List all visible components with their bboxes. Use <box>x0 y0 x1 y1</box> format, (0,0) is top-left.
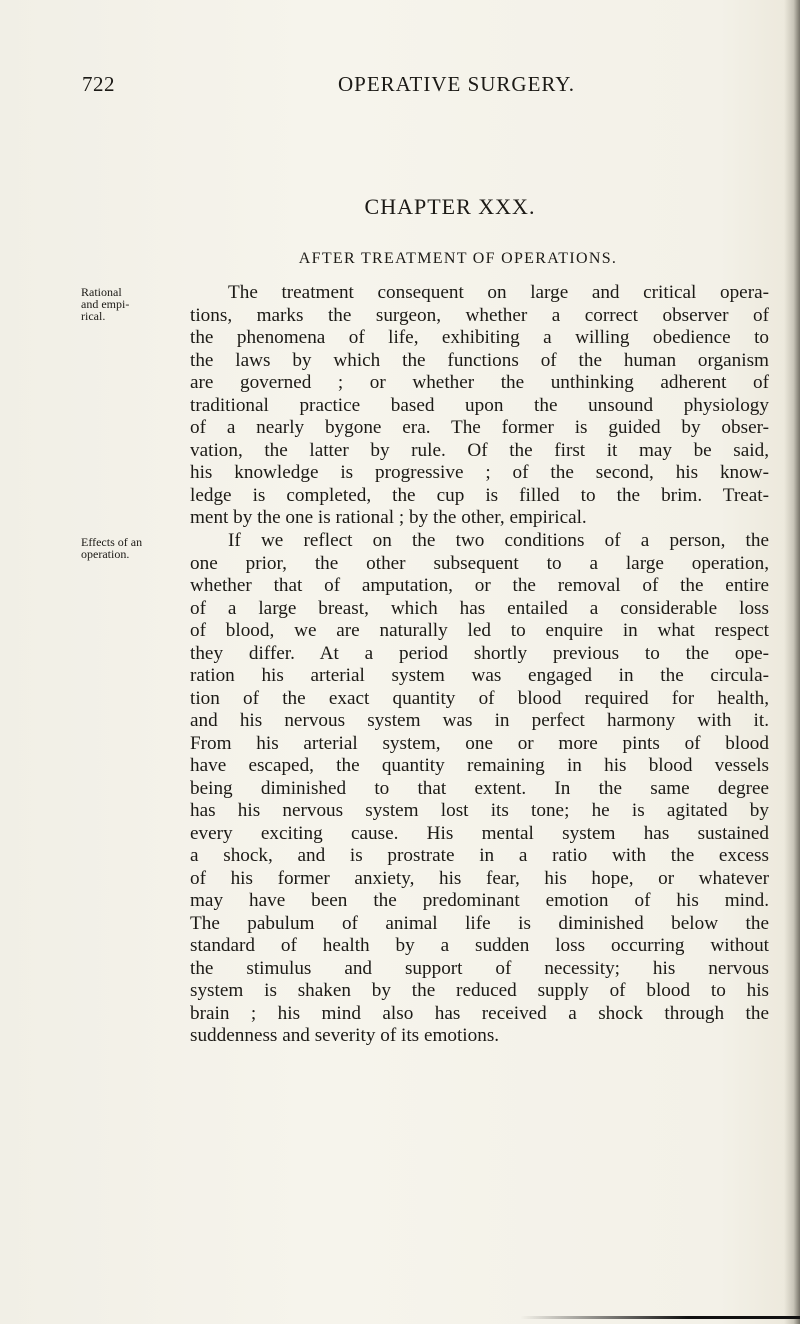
text-line: standard of health by a sudden loss occurring without <box>190 935 769 956</box>
page-number: 722 <box>82 72 115 96</box>
text-line: they differ. At a period shortly previous to the ope- <box>190 642 769 664</box>
text-line: his knowledge is progressive ; of the second, his know- <box>190 462 769 483</box>
paragraph-1 <box>190 282 769 530</box>
text-line: the stimulus and support of necessity; his nervous <box>190 957 769 979</box>
text-line: The treatment consequent on large and critical opera- <box>228 282 769 303</box>
text-line: tion of the exact quantity of blood required for health, <box>190 687 769 709</box>
text-line: of blood, we are naturally led to enquire in what respect <box>190 620 769 641</box>
text-line: If we reflect on the two conditions of a person, the <box>228 530 769 551</box>
text-line: may have been the predominant emotion of his mind. <box>190 890 769 911</box>
margin-note-line: rical. <box>81 309 106 323</box>
text-line: of his former anxiety, his fear, his hope, or whatever <box>190 867 769 889</box>
text-line: has his nervous system lost its tone; he is agitated by <box>190 800 769 821</box>
margin-note-line: Rational <box>81 285 122 299</box>
text-line: the laws by which the functions of the human organism <box>190 349 769 371</box>
text-line: system is shaken by the reduced supply of blood to his <box>190 980 769 1001</box>
text-line: vation, the latter by rule. Of the first it may be said, <box>190 439 769 461</box>
text-line: every exciting cause. His mental system has sustained <box>190 822 769 844</box>
text-line: suddenness and severity of its emotions. <box>190 1025 500 1046</box>
margin-note-line: and empi- <box>81 297 130 311</box>
text-line: ration his arterial system was engaged in the circula- <box>190 665 769 686</box>
text-line: brain ; his mind also has received a shock through the <box>190 1002 769 1024</box>
text-line: and his nervous system was in perfect harmony with it. <box>190 710 769 731</box>
running-title: OPERATIVE SURGERY. <box>338 72 575 96</box>
margin-note-effects <box>81 536 185 560</box>
paragraph-2 <box>190 530 769 1048</box>
text-line: one prior, the other subsequent to a large operation, <box>190 552 769 574</box>
margin-note-rational <box>81 286 185 322</box>
text-line: a shock, and is prostrate in a ratio with the excess <box>190 845 769 866</box>
page-bottom-edge <box>520 1316 800 1319</box>
page-edge-shadow <box>784 0 800 1324</box>
text-line: traditional practice based upon the unsound physiology <box>190 394 769 416</box>
text-line: have escaped, the quantity remaining in his blood vessels <box>190 755 769 776</box>
text-line: being diminished to that extent. In the same degree <box>190 777 769 799</box>
text-line: the phenomena of life, exhibiting a willing obedience to <box>190 327 769 348</box>
chapter-title: CHAPTER XXX. <box>364 194 536 219</box>
text-line: The pabulum of animal life is diminished below the <box>190 912 769 934</box>
text-line: ledge is completed, the cup is filled to the brim. Treat- <box>190 484 769 506</box>
text-line: tions, marks the surgeon, whether a correct observer of <box>190 304 769 326</box>
margin-note-line: Effects of an <box>81 535 143 549</box>
text-line: are governed ; or whether the unthinking adherent of <box>190 372 769 393</box>
text-line: ment by the one is rational ; by the other, empirical. <box>190 507 587 528</box>
text-line: whether that of amputation, or the removal of the entire <box>190 575 769 596</box>
text-line: of a nearly bygone era. The former is guided by obser- <box>190 417 769 438</box>
margin-note-line: operation. <box>81 547 130 561</box>
text-line: of a large breast, which has entailed a considerable loss <box>190 597 769 619</box>
section-title: AFTER TREATMENT OF OPERATIONS. <box>298 250 618 267</box>
text-line: From his arterial system, one or more pints of blood <box>190 732 769 754</box>
